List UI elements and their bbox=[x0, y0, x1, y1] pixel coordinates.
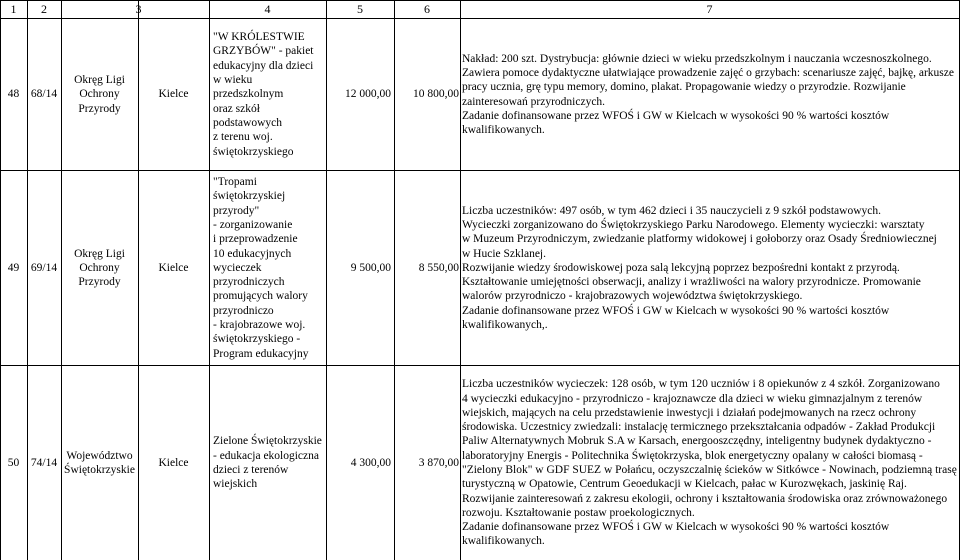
row-49-beneficjent bbox=[61, 171, 138, 365]
task-name: Zielone Świętokrzyskie - edukacja ekologiczna dzieci z terenów wiejskich bbox=[213, 435, 322, 491]
grant-amount: 10 800,00 bbox=[413, 88, 459, 101]
row-50-beneficjent bbox=[61, 366, 138, 560]
row-48-dotacja bbox=[394, 19, 460, 170]
row-number: 49 bbox=[7, 261, 20, 274]
task-description: Liczba uczestników: 497 osób, w tym 462 dzieci i 35 nauczycieli z 9 szkół podstawowych. Wycieczki zorganizowano do Świętokrzyskiego Parku Narodowego. Elementy wycieczki: warsztaty w Muzeum Przyrodniczym, zwiedzanie platformy widokowej i gołoborzy oraz Osady Średniowiecznej w Hucie Szklanej. Rozwijanie wiedzy środowiskowej poza salą lekcyjną poprzez bezpośredni kontakt z przyrodą. Kształtowanie umiejętności obserwacji, analizy i wrażliwości na walory przyrodnicze. Promowanie walorów przyrodniczo - krajobrazowych województwa świętokrzyskiego. Zadanie dofinansowane przez WFOŚ i GW w Kielcach w wysokości 90 % wartości kosztów kwalifikowanych,. bbox=[462, 204, 937, 332]
beneficiary-name: Okręg Ligi Ochrony Przyrody bbox=[74, 247, 125, 289]
row-49-lp bbox=[0, 171, 27, 365]
total-cost: 4 300,00 bbox=[350, 456, 391, 469]
city-name: Kielce bbox=[158, 88, 189, 101]
task-name: "Tropami świętokrzyskiej przyrody" - zorganizowanie i przeprowadzenie 10 edukacyjnych wycieczek przyrodniczych promujących walory przyrodniczo - krajobrazowe woj. świętokrzyskiego - Program edukacyjny bbox=[213, 176, 309, 360]
row-48-koszt bbox=[326, 19, 392, 170]
row-number: 50 bbox=[7, 456, 20, 469]
header-label: 2 bbox=[41, 1, 47, 16]
task-description: Liczba uczestników wycieczek: 128 osób, w tym 120 uczniów i 8 opiekunów z 4 szkół. Zorganizowano 4 wycieczki edukacyjno - przyrodniczo - krajoznawcze dla dzieci w wieku gimnazjalnym z terenów wiejskich, mających na celu przedstawienie inwestycji i działań podejmowanych na rzecz ochrony środowiska. Uczestnicy zwiedzali: instalację termicznego przekształcania odpadów - Zakład Produkcji Paliw Alternatywnych Mobruk S.A w Karsach, energooszczędny, inteligentny budynek dydaktyczno - laboratoryjny Energis - Politechnika Świętokrzyska, blok energetyczny opalany w całości biomasą - "Zielony Blok" w GDF SUEZ w Połańcu, oczyszczalnię ścieków w Sitkówce - Nowinach, podziemną trasę turystyczną w Opatowie, Centrum Geoedukacji w Kielcach, pałac w Kurozwękach, jaskinię Raj. Rozwijanie zainteresowań z zakresu ekologii, ochrony i kształtowania środowiska oraz zrównoważonego rozwoju. Kształtowanie postaw proekologicznych. Zadanie dofinansowane przez WFOŚ i GW w Kielcach w wysokości 90 % wartości kosztów kwalifikowanych. bbox=[462, 378, 957, 548]
header-cell-2 bbox=[27, 0, 61, 18]
city-name: Kielce bbox=[158, 261, 189, 274]
task-name: "W KRÓLESTWIE GRZYBÓW" - pakiet edukacyjny dla dzieci w wieku przedszkolnym oraz szkół podstawowych z terenu woj. świętokrzyskiego bbox=[213, 31, 314, 158]
header-label: 4 bbox=[264, 1, 271, 16]
row-48-opis bbox=[462, 19, 958, 170]
header-label: 6 bbox=[424, 1, 430, 16]
row-49-miasto bbox=[138, 171, 209, 365]
header-label: 5 bbox=[357, 1, 363, 16]
header-cell-1 bbox=[0, 0, 27, 18]
agreement-number: 69/14 bbox=[30, 261, 58, 274]
row-48-miasto bbox=[138, 19, 209, 170]
row-50-dotacja bbox=[394, 366, 460, 560]
header-cell-5 bbox=[326, 0, 394, 18]
row-49-koszt bbox=[326, 171, 392, 365]
grant-amount: 8 550,00 bbox=[418, 261, 459, 274]
agreement-number: 68/14 bbox=[30, 88, 58, 101]
header-label: 7 bbox=[706, 1, 713, 16]
agreement-number: 74/14 bbox=[30, 456, 58, 469]
row-50-miasto bbox=[138, 366, 209, 560]
header-cell-3 bbox=[61, 0, 216, 18]
column-divider bbox=[460, 0, 461, 560]
grant-amount: 3 870,00 bbox=[418, 456, 459, 469]
row-49-opis bbox=[462, 171, 958, 365]
row-50-nr bbox=[27, 366, 61, 560]
header-label: 3 bbox=[135, 1, 142, 16]
header-cell-6 bbox=[394, 0, 460, 18]
row-50-nazwa bbox=[213, 366, 325, 560]
row-49-nr bbox=[27, 171, 61, 365]
row-49-dotacja bbox=[394, 171, 460, 365]
header-label: 1 bbox=[10, 1, 17, 16]
beneficiary-name: Województwo Świętokrzyskie bbox=[64, 449, 135, 476]
total-cost: 12 000,00 bbox=[345, 88, 391, 101]
row-48-nr bbox=[27, 19, 61, 170]
row-50-koszt bbox=[326, 366, 392, 560]
row-48-lp bbox=[0, 19, 27, 170]
city-name: Kielce bbox=[158, 456, 189, 469]
row-48-beneficjent bbox=[61, 19, 138, 170]
row-49-nazwa bbox=[213, 171, 325, 365]
header-cell-4 bbox=[209, 0, 326, 18]
row-50-opis bbox=[462, 366, 958, 560]
row-50-lp bbox=[0, 366, 27, 560]
beneficiary-name: Okręg Ligi Ochrony Przyrody bbox=[74, 74, 125, 115]
row-number: 48 bbox=[7, 88, 20, 101]
row-48-nazwa bbox=[213, 19, 325, 170]
header-cell-7 bbox=[460, 0, 959, 18]
task-description: Nakład: 200 szt. Dystrybucja: głównie dzieci w wieku przedszkolnym i nauczania wczesnoszkolnego. Zawiera pomoce dydaktyczne ułatwiające prowadzenie zajęć o grzybach: scenariusze zajęć, bajkę, arkusze pracy ucznia, grę typu memory, domino, plakat. Propagowanie wiedzy o przyrodzie. Rozwijanie zainteresowań przyrodniczych. Zadanie dofinansowane przez WFOŚ i GW w Kielcach w wysokości 90 % wartości kosztów kwalifikowanych. bbox=[462, 52, 954, 137]
total-cost: 9 500,00 bbox=[350, 261, 391, 274]
column-divider bbox=[209, 0, 210, 560]
